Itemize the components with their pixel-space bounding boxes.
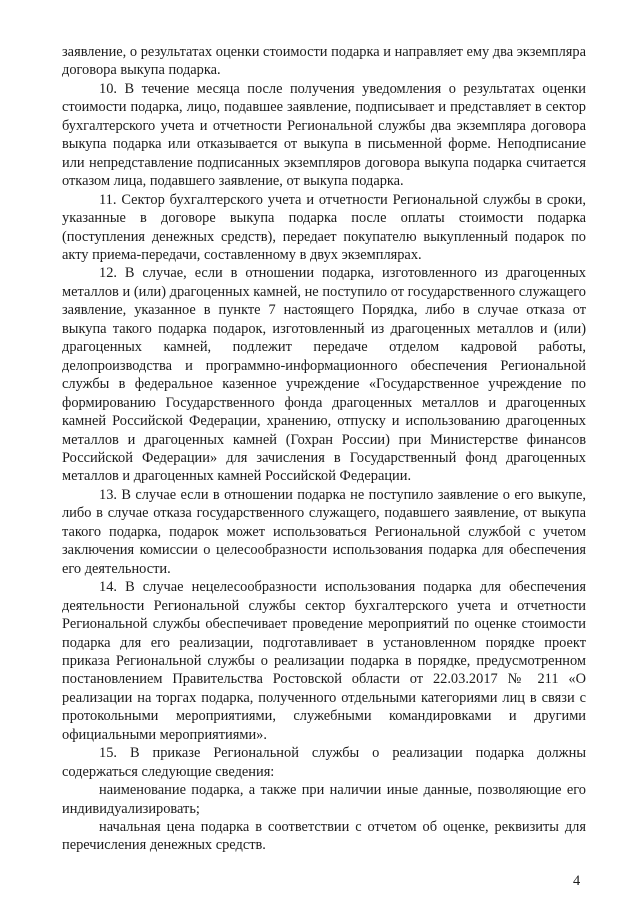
paragraph-item-12: 12. В случае, если в отношении подарка, изготовленного из драгоценных металлов и (или) драгоценных камней, не поступило от государственного служащего заявление, указанное в пункте 7 настоящего Порядка, либо в случае отказа от выкупа такого подарка подарок, изготовленный из драгоценных металлов и (или) драгоценных камней, подлежит передаче отделом кадровой работы, делопроизводства и программно-информационного обеспечения Региональной службы в федеральное казенное учреждение «Государственное учреждение по формированию Государственного фонда драгоценных металлов и драгоценных камней Российской Федерации, хранению, отпуску и использованию драгоценных металлов и драгоценных камней (Гохран России) при Министерстве финансов Российской Федерации» для зачисления в Государственный фонд драгоценных металлов и драгоценных камней Российской Федерации. [62,265,586,485]
paragraph-item-10: 10. В течение месяца после получения уведомления о результатах оценки стоимости подарка, лицо, подавшее заявление, подписывает и представляет в сектор бухгалтерского учета и отчетности Региональной службы два экземпляра договора выкупа подарка или отказывается от выкупа в письменной форме. Неподписание или непредставление подписанных экземпляров договора выкупа подарка считается отказом лица, подавшего заявление, от выкупа подарка. [62,80,586,190]
paragraph-item-13: 13. В случае если в отношении подарка не поступило заявление о его выкупе, либо в случае отказа государственного служащего, подавшего заявление, от выкупа такого подарка, подарок может использоваться Региональной службой с учетом заключения комиссии о целесообразности использования подарка для обеспечения его деятельности. [62,486,586,577]
paragraph-item-11: 11. Сектор бухгалтерского учета и отчетности Региональной службы в сроки, указанные в договоре выкупа подарка после оплаты стоимости подарка (поступления денежных средств), передает покупателю выкупленный подарок по акту приема-передачи, составленному в двух экземплярах. [62,191,586,263]
paragraph-item-14: 14. В случае нецелесообразности использования подарка для обеспечения деятельности Региональной службы сектор бухгалтерского учета и отчетности Региональной службы обеспечивает проведение мероприятий по оценке стоимости подарка для его реализации, подготавливает в установленном порядке проект приказа Региональной службы о реализации подарка в порядке, предусмотренном постановлением Правительства Ростовской области от 22.03.2017 № 211 «О реализации на торгах подарка, полученного отдельными категориями лиц в связи с протокольными мероприятиями, служебными командировками и другими официальными мероприятиями». [62,579,586,743]
document-body [62,43,586,855]
paragraph-subitem-price: начальная цена подарка в соответствии с отчетом об оценке, реквизиты для перечисления денежных средств. [62,819,586,854]
paragraph-item-15: 15. В приказе Региональной службы о реализации подарка должны содержаться следующие сведения: [62,745,586,780]
page-number: 4 [573,873,581,889]
paragraph-continuation: заявление, о результатах оценки стоимости подарка и направляет ему два экземпляра договора выкупа подарка. [62,44,586,79]
paragraph-subitem-name: наименование подарка, а также при наличии иные данные, позволяющие его индивидуализировать; [62,782,586,817]
